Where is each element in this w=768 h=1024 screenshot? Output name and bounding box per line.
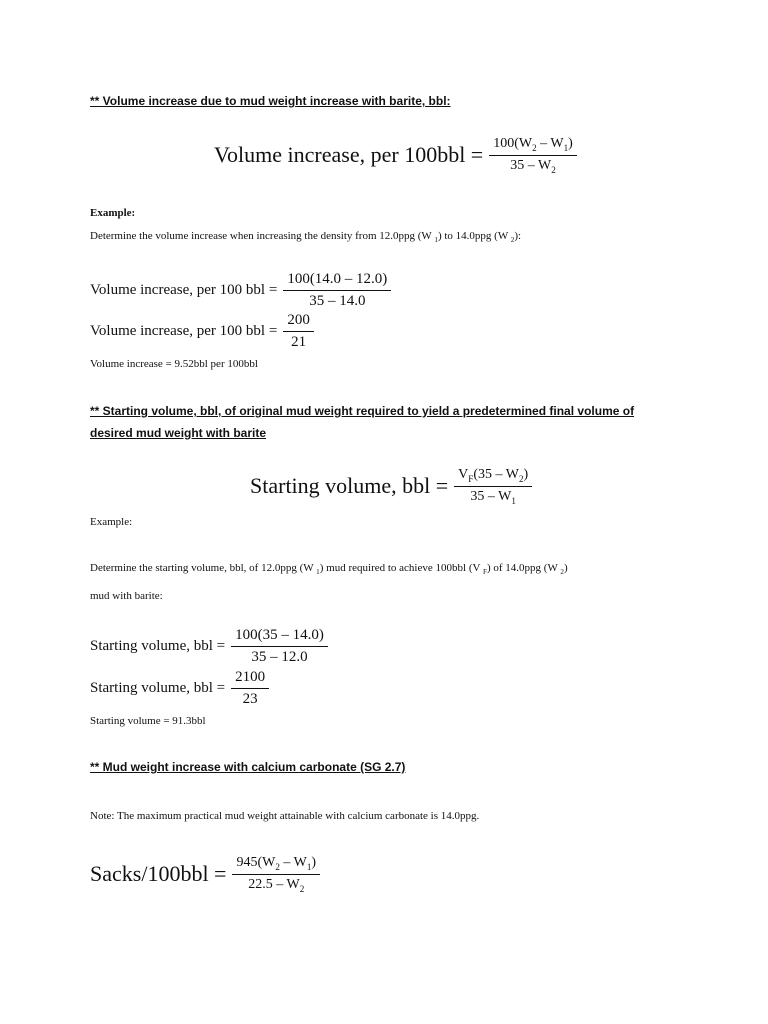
calc-numerator: 100(35 – 14.0) <box>231 627 328 647</box>
section-heading-starting-volume <box>90 400 670 444</box>
example-label: Example: <box>90 516 133 528</box>
formula-numerator: $945(W_2 - W_1)$ <box>232 855 320 875</box>
calc-lhs: Starting volume, bbl = <box>90 680 226 696</box>
example-text: Determine the volume increase when increasing the density from 12.0ppg (W $_1$) to 14.0ppg (W $_2$): <box>90 230 522 245</box>
example-label: Example: <box>90 207 136 219</box>
calc-lhs: Volume increase, per 100 bbl = <box>90 323 278 339</box>
calc-fraction <box>283 271 391 310</box>
calc-denominator: 35 – 12.0 <box>251 649 308 665</box>
calc-denominator: 35 – 14.0 <box>309 293 366 309</box>
example-text: Determine the starting volume, bbl, of 12.0ppg (W $_1$) mud required to achieve 100bbl (V $_F$) of 14.0ppg (W $_2$) mud with barite: <box>90 562 568 603</box>
formula-sacks <box>90 855 320 894</box>
section-heading-barite-volume: ** Volume increase due to mud weight increase with barite, bbl: <box>90 94 451 108</box>
formula-volume-increase <box>214 136 577 175</box>
formula-denominator: $35 - W_2$ <box>510 157 556 175</box>
section-heading-calcium-carbonate: ** Mud weight increase with calcium carbonate (SG 2.7) <box>90 760 406 774</box>
calc-fraction <box>231 627 328 666</box>
note-text: Note: The maximum practical mud weight attainable with calcium carbonate is 14.0ppg. <box>90 810 480 822</box>
calc-lhs: Starting volume, bbl = <box>90 638 226 654</box>
calc-denominator: 21 <box>291 334 307 350</box>
formula-lhs: Sacks/100bbl = <box>90 861 227 887</box>
calc-numerator: 100(14.0 – 12.0) <box>283 271 391 291</box>
calc-volume-increase-step1 <box>90 271 391 310</box>
calc-fraction <box>231 669 269 708</box>
result-volume-increase: Volume increase = 9.52bbl per 100bbl <box>90 358 258 370</box>
formula-lhs: Volume increase, per 100bbl = <box>214 142 484 168</box>
calc-lhs: Volume increase, per 100 bbl = <box>90 282 278 298</box>
calc-numerator: 200 <box>283 312 314 332</box>
calc-denominator: 23 <box>242 691 258 707</box>
result-starting-volume: Starting volume = 91.3bbl <box>90 715 206 727</box>
formula-starting-volume <box>250 467 532 506</box>
formula-fraction <box>489 136 577 175</box>
calc-starting-volume-step1 <box>90 627 328 666</box>
formula-denominator: $22.5 - W_2$ <box>248 876 305 894</box>
calc-volume-increase-step2 <box>90 312 314 351</box>
heading-line-1: ** Starting volume, bbl, of original mud weight required to yield a predetermined final volume of <box>90 404 635 418</box>
formula-numerator: $V_F(35 - W_2)$ <box>454 467 532 487</box>
formula-numerator: $100(W_2 - W_1)$ <box>489 136 577 156</box>
formula-fraction <box>454 467 532 506</box>
calc-starting-volume-step2 <box>90 669 269 708</box>
calc-fraction <box>283 312 314 351</box>
calc-numerator: 2100 <box>231 669 269 689</box>
formula-denominator: $35 - W_1$ <box>470 488 516 506</box>
formula-fraction <box>232 855 320 894</box>
formula-lhs: Starting volume, bbl = <box>250 473 449 499</box>
heading-line-2: desired mud weight with barite <box>90 426 267 440</box>
